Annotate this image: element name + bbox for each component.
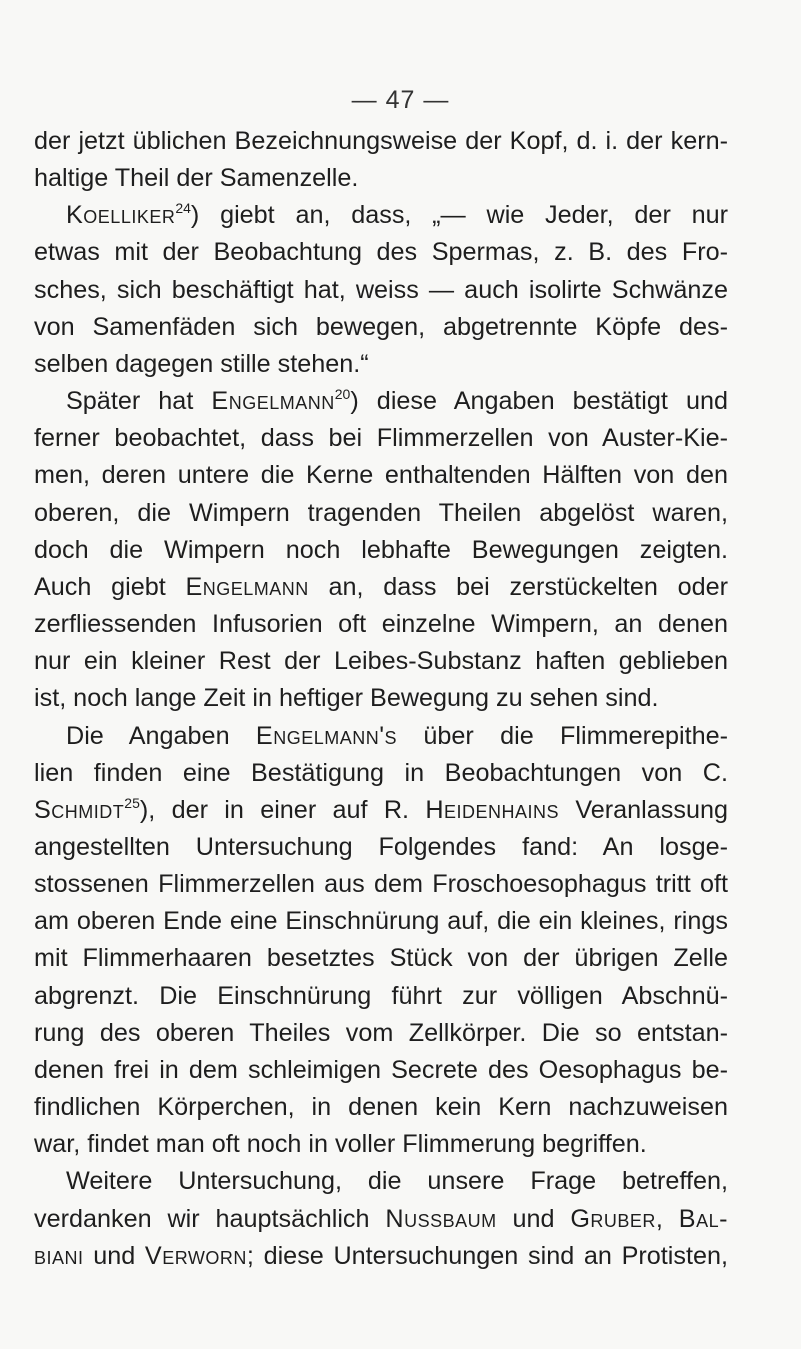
- text-line: der jetzt üblichen Bezeichnungsweise der Kopf, d. i. der kern-: [34, 127, 728, 155]
- text-line: denen frei in dem schleimigen Secrete des Oesophagus be-: [34, 1055, 728, 1084]
- text-line: angestellten Untersuchung Folgendes fand: An losge-: [34, 832, 728, 861]
- footnote-ref: 25: [124, 794, 140, 811]
- text-line: stossenen Flimmerzellen aus dem Froschoesophagus tritt oft: [34, 870, 728, 899]
- text-line: mit Flimmerhaaren besetztes Stück von der übrigen Zelle: [34, 944, 728, 973]
- text-line: selben dagegen stille stehen.“: [34, 349, 369, 378]
- text-line: sches, sich beschäftigt hat, weiss — auch isolirte Schwänze: [34, 275, 728, 304]
- text-line: ist, noch lange Zeit in heftiger Bewegung zu sehen sind.: [34, 684, 659, 713]
- author-name: biani: [34, 1241, 84, 1270]
- text-line: Weitere Untersuchung, die unsere Frage betreffen,: [66, 1167, 728, 1196]
- text-line: rung des oberen Theiles vom Zellkörper. Die so entstan-: [34, 1018, 728, 1047]
- text-line: ferner beobachtet, dass bei Flimmerzellen von Auster-Kie-: [34, 424, 728, 453]
- author-name: Koelliker: [66, 201, 176, 230]
- text-line: etwas mit der Beobachtung des Spermas, z. B. des Fro-: [34, 238, 728, 267]
- text-line: Später hat Engelmann$^{20}$) diese Angaben bestätigt und: [66, 386, 728, 416]
- text-line: von Samenfäden sich bewegen, abgetrennte Köpfe des-: [34, 312, 728, 341]
- text-line: war, findet man oft noch in voller Flimmerung begriffen.: [34, 1130, 647, 1159]
- text-line: haltige Theil der Samenzelle.: [34, 164, 359, 193]
- text-line: abgrenzt. Die Einschnürung führt zur völligen Abschnü-: [34, 981, 728, 1010]
- body-text: [34, 123, 728, 1275]
- author-name: Gruber: [570, 1204, 656, 1233]
- author-name: Engelmann: [185, 572, 309, 601]
- text-line: lien finden eine Bestätigung in Beobachtungen von C.: [34, 758, 728, 787]
- author-name: Heidenhains: [425, 795, 560, 824]
- text-line: Auch giebt Engelmann an, dass bei zerstückelten oder: [34, 572, 728, 601]
- footnote-ref: 24: [175, 200, 191, 217]
- author-name: Engelmann's: [255, 721, 398, 750]
- text-line: Die Angaben Engelmann's über die Flimmerepithe-: [66, 721, 728, 750]
- text-line: Schmidt$^{25}$), der in einer auf R. Heidenhains Veranlassung: [34, 794, 728, 824]
- author-name: Engelmann: [211, 387, 335, 416]
- text-line: Koelliker$^{24}$) giebt an, dass, „— wie Jeder, der nur: [66, 200, 728, 230]
- text-line: zerfliessenden Infusorien oft einzelne Wimpern, an denen: [34, 610, 728, 639]
- text-line: nur ein kleiner Rest der Leibes-Substanz haften geblieben: [34, 647, 728, 676]
- text-line: oberen, die Wimpern tragenden Theilen abgelöst waren,: [34, 498, 728, 527]
- text-line: am oberen Ende eine Einschnürung auf, die ein kleines, rings: [34, 907, 728, 936]
- text-line: men, deren untere die Kerne enthaltenden Hälften von den: [34, 461, 728, 490]
- text-line: verdanken wir hauptsächlich Nussbaum und Gruber, Bal-: [34, 1204, 728, 1233]
- text-line: biani und Verworn; diese Untersuchungen sind an Protisten,: [34, 1241, 728, 1270]
- author-name: Nussbaum: [385, 1204, 497, 1233]
- author-name: Schmidt: [34, 795, 125, 824]
- author-name: Verworn: [144, 1241, 247, 1270]
- page-number: — 47 —: [351, 86, 450, 114]
- text-line: findlichen Körperchen, in denen kein Kern nachzuweisen: [34, 1093, 728, 1122]
- author-name: Bal-: [678, 1204, 728, 1233]
- footnote-ref: 20: [334, 386, 351, 403]
- text-line: doch die Wimpern noch lebhafte Bewegungen zeigten.: [34, 535, 728, 564]
